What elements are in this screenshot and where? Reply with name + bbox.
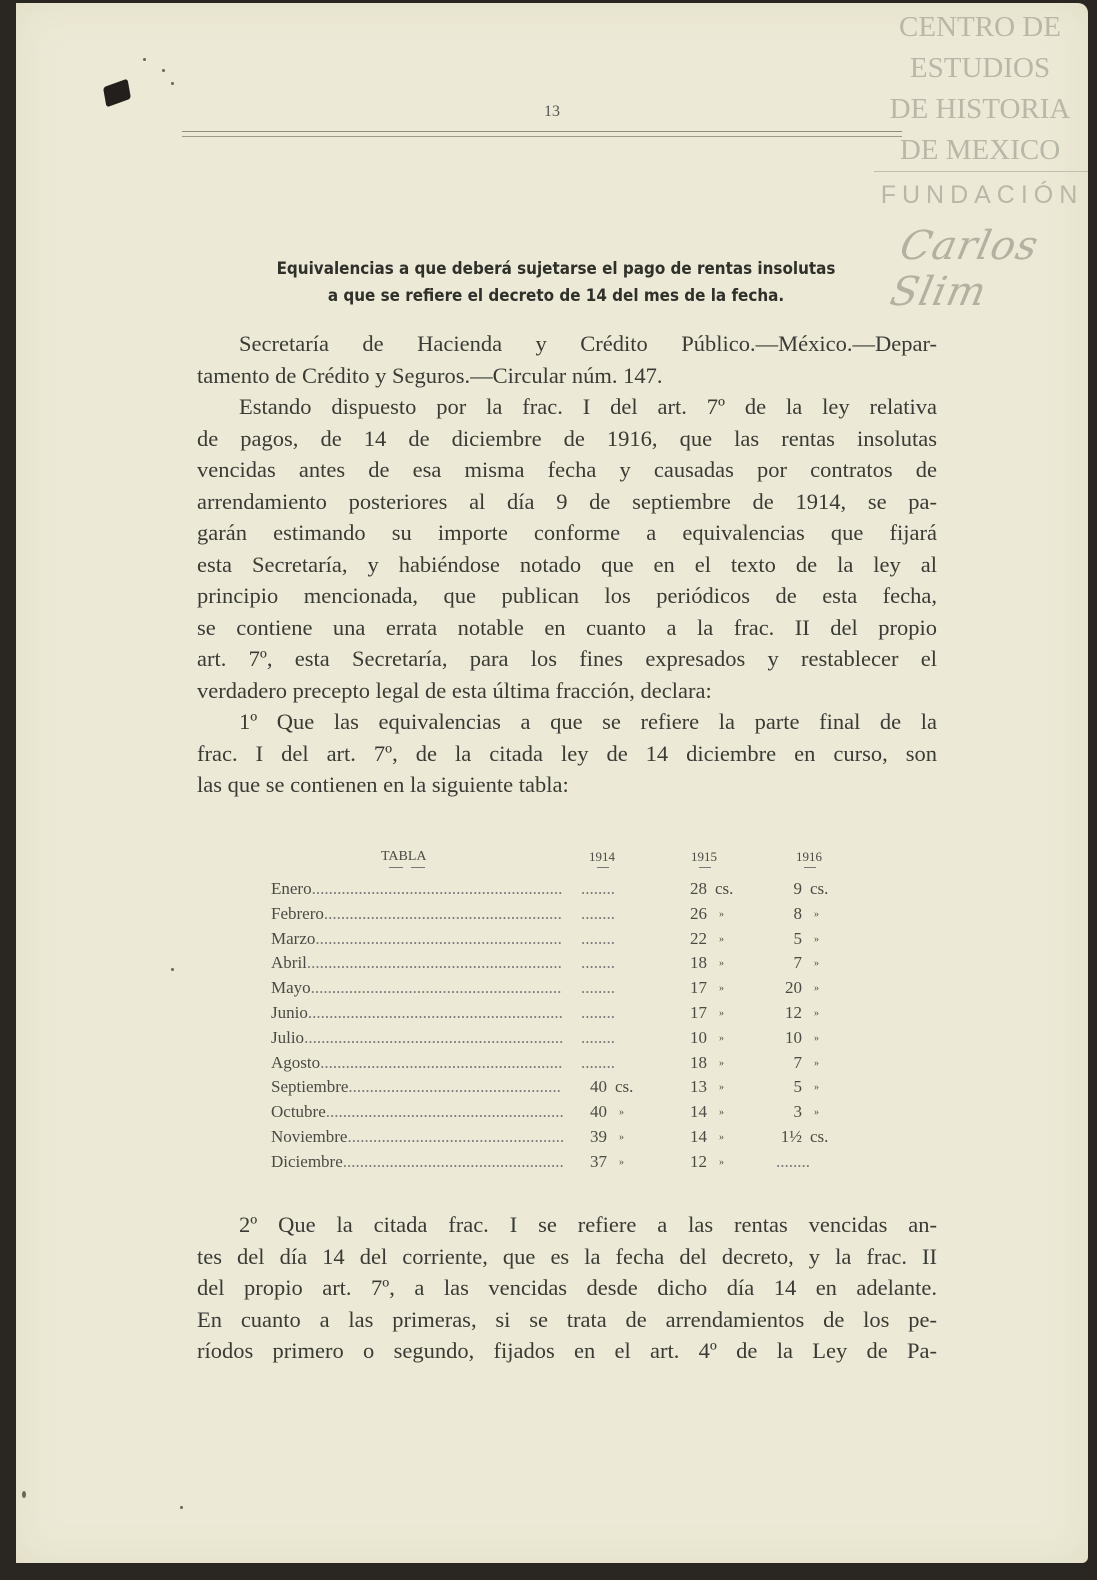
value-1915: 14 »: [690, 1126, 724, 1146]
value-1915: 18 »: [690, 953, 724, 973]
value-1915: 18 »: [690, 1052, 724, 1072]
value-1915: 12 »: [690, 1151, 724, 1171]
text-line: verdadero precepto legal de esta última fracción, declara:: [197, 677, 712, 703]
table-row: [271, 1003, 851, 1028]
value-1915: 26 »: [690, 903, 724, 923]
document-heading: Equivalencias a que deberá sujetarse el pago de rentas insolutas a que se refiere el decreto de 14 del mes de la fecha.: [276, 259, 836, 305]
text-line: En cuanto a las primeras, si se trata de arrendamientos de los pe-: [197, 1306, 937, 1332]
text-line: vencidas antes de esa misma fecha y causadas por contratos de: [197, 457, 937, 482]
watermark-fundacion: FUNDACIÓN: [880, 181, 1084, 209]
value-1916: 1½ cs.: [780, 1126, 829, 1146]
watermark-signature: Carlos Slim: [886, 223, 1043, 315]
body-paragraphs-bottom: [197, 1209, 937, 1367]
text-line: Estando dispuesto por la frac. I del art. 7º de la ley relativa: [239, 394, 937, 419]
month-name: Diciembre....................................................: [271, 1151, 564, 1171]
table-row: [271, 1053, 851, 1078]
value-1916: 12 »: [785, 1002, 819, 1022]
month-name: Julio.............................................................: [271, 1027, 564, 1047]
text-line: del propio art. 7º, a las vencidas desde dicho día 14 en adelante.: [197, 1275, 937, 1300]
speck: [143, 58, 146, 61]
text-line: ríodos primero o segundo, fijados en el art. 4º de la Ley de Pa-: [197, 1338, 937, 1363]
dot-leader: ..................................................: [348, 1077, 561, 1097]
month-name: Agosto.........................................................: [271, 1052, 563, 1072]
value-1914: ........: [581, 1027, 615, 1047]
value-1915: 28 cs.: [690, 879, 734, 898]
value-1916: 5 »: [793, 1077, 819, 1097]
dot-leader: ........................................................: [325, 1102, 564, 1122]
value-1916: 5 »: [793, 928, 819, 948]
value-1915: 22 »: [690, 928, 724, 948]
text-line: las que se contienen en la siguiente tabla:: [197, 772, 569, 797]
dot-leader: ........................................................: [323, 903, 562, 923]
text-line: tamento de Crédito y Seguros.—Circular núm. 147.: [197, 362, 663, 388]
watermark-institution: CENTRO DE ESTUDIOS DE HISTORIA DE MEXICO: [889, 11, 1071, 166]
value-1914: ........: [581, 1002, 615, 1022]
table-row: [271, 1028, 851, 1053]
header-rule: [182, 131, 902, 132]
punch-hole: [103, 79, 131, 108]
month-name: Marzo..........................................................: [271, 928, 562, 948]
value-1915: 17 »: [690, 1002, 724, 1022]
dot-leader: ...........................................................: [310, 978, 562, 998]
value-1915: 13 »: [690, 1077, 724, 1097]
month-name: Febrero........................................................: [271, 903, 562, 923]
table-row: [271, 1152, 851, 1177]
table-row: [271, 953, 851, 978]
speck: [171, 82, 174, 85]
value-1916: 20 »: [785, 978, 819, 998]
dot-leader: ............................................................: [307, 1002, 563, 1022]
value-1914: ........: [581, 903, 615, 923]
table-body: [271, 879, 851, 1177]
speck: [171, 968, 174, 971]
month-name: Abril............................................................: [271, 953, 562, 973]
value-1915: 14 »: [690, 1102, 724, 1122]
value-1914: ........: [581, 953, 615, 973]
value-1914: ........: [581, 879, 615, 898]
value-1914: 39 »: [590, 1126, 624, 1146]
month-name: Octubre........................................................: [271, 1102, 564, 1122]
value-1914: 37 »: [590, 1151, 624, 1171]
value-1914: ........: [581, 978, 615, 998]
text-line: esta Secretaría, y habiéndose notado que en el texto de la ley al: [197, 551, 937, 577]
col-1914: 1914: [589, 849, 615, 864]
dot-leader: ....................................................: [342, 1151, 564, 1171]
text-line: de pagos, de 14 de diciembre de 1916, que las rentas insolutas: [197, 425, 937, 451]
value-1916: 7 »: [793, 953, 819, 973]
document-page: [16, 3, 1088, 1563]
watermark-divider: [874, 171, 1088, 172]
value-1914: ........: [581, 928, 615, 948]
page-number: 13: [544, 103, 560, 120]
table-row: [271, 1102, 851, 1127]
speck: [180, 1506, 183, 1509]
month-name: Septiembre..................................................: [271, 1077, 561, 1097]
speck: [162, 69, 165, 72]
header-rule: [182, 136, 902, 137]
value-1914: 40 cs.: [590, 1077, 634, 1097]
dot-leader: ............................................................: [306, 953, 562, 973]
table-row: [271, 904, 851, 929]
table-row: [271, 879, 851, 904]
value-1915: 17 »: [690, 978, 724, 998]
text-line: art. 7º, esta Secretaría, para los fines expresados y restablecer el: [197, 646, 937, 671]
text-line: garán estimando su importe conforme a equivalencias que fijará: [197, 520, 937, 545]
dot-leader: ...................................................: [347, 1126, 565, 1146]
value-1915: 10 »: [690, 1027, 724, 1047]
text-line: arrendamiento posteriores al día 9 de septiembre de 1914, se pa-: [197, 488, 937, 514]
body-paragraphs-top: [197, 328, 937, 801]
month-name: Junio............................................................: [271, 1002, 563, 1022]
table-row: [271, 978, 851, 1003]
value-1916: 10 »: [785, 1027, 819, 1047]
text-line: 2º Que la citada frac. I se refiere a las rentas vencidas an-: [239, 1212, 937, 1237]
text-line: principio mencionada, que publican los periódicos de esta fecha,: [197, 583, 937, 608]
dot-leader: .............................................................: [304, 1027, 564, 1047]
table-row: [271, 929, 851, 954]
value-1914: 40 »: [590, 1102, 624, 1122]
text-line: tes del día 14 del corriente, que es la fecha del decreto, y la frac. II: [197, 1243, 937, 1269]
text-line: Secretaría de Hacienda y Crédito Público.—México.—Depar-: [239, 331, 937, 356]
table-row: [271, 1127, 851, 1152]
table-header: [271, 845, 851, 879]
value-1914: ........: [581, 1052, 615, 1072]
month-name: Noviembre...................................................: [271, 1126, 565, 1146]
speck: [22, 1491, 26, 1498]
dot-leader: ..........................................................: [315, 928, 562, 948]
col-1916: 1916: [796, 849, 822, 864]
month-name: Mayo...........................................................: [271, 978, 562, 998]
table-row: [271, 1077, 851, 1102]
equivalence-table: [271, 845, 851, 1177]
month-name: Enero...........................................................: [271, 879, 563, 898]
dot-leader: .........................................................: [320, 1052, 563, 1072]
text-line: 1º Que las equivalencias a que se refiere la parte final de la: [239, 709, 937, 734]
value-1916: 7 »: [793, 1052, 819, 1072]
value-1916: 3 »: [793, 1102, 819, 1122]
value-1916: 8 »: [793, 903, 819, 923]
col-1915: 1915: [691, 849, 717, 864]
value-1916: 9 cs.: [793, 879, 829, 898]
text-line: se contiene una errata notable en cuanto a la frac. II del propio: [197, 614, 937, 640]
table-label: TABLA: [381, 849, 427, 864]
value-1916: ........: [776, 1151, 810, 1171]
dot-leader: ...........................................................: [311, 879, 563, 898]
text-line: frac. I del art. 7º, de la citada ley de 14 diciembre en curso, son: [197, 740, 937, 766]
